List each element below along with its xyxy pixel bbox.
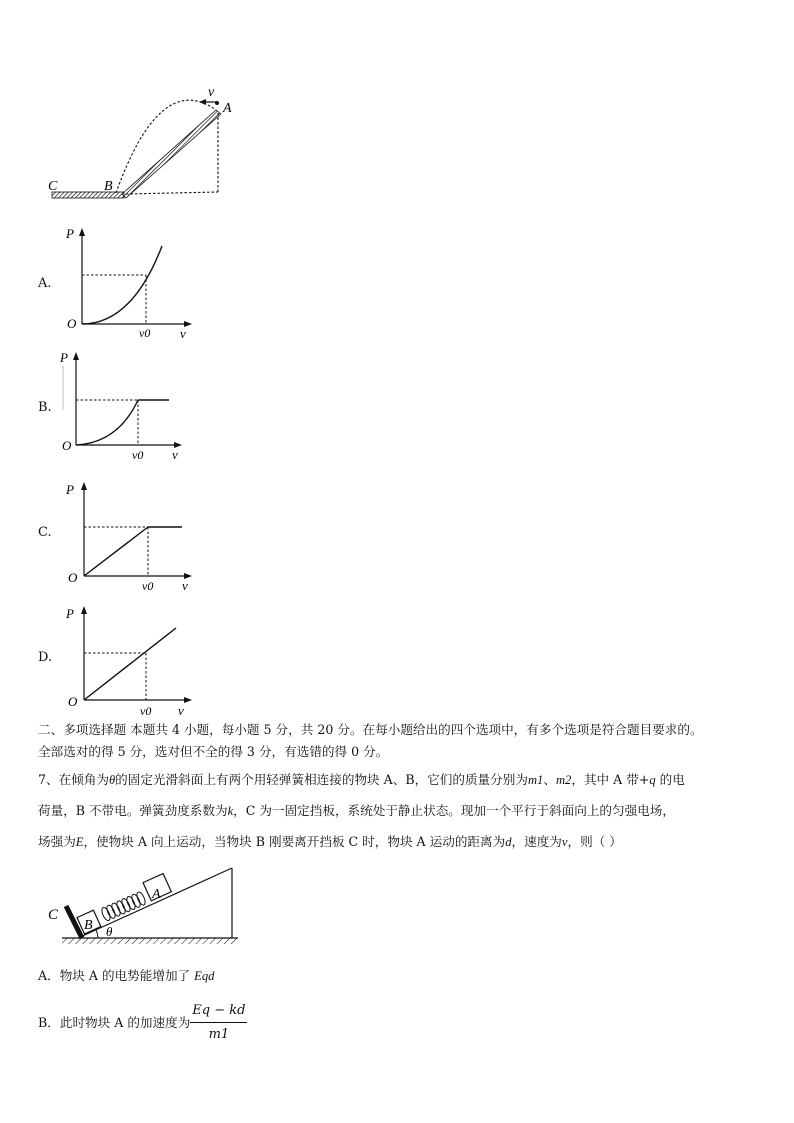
label-v: v: [208, 85, 215, 100]
q7-v: v: [561, 835, 568, 849]
q7-theta: θ: [108, 773, 116, 787]
q7-text: ，使物块 A 向上运动，当物块 B 刚要离开挡板 C 时，物块 A 运动的距离为: [83, 834, 506, 849]
q7-q: q: [649, 773, 656, 787]
q7-text: ，C 为一固定挡板，系统处于静止状态。现加一个平行于斜面向上的匀强电场，: [233, 803, 675, 818]
answer-a: [38, 965, 214, 987]
option-d-label: D.: [38, 650, 53, 665]
q7-k: k: [227, 804, 234, 818]
option-b-graph: [56, 348, 196, 464]
axis-p: P: [66, 606, 74, 621]
axis-v: v: [182, 578, 188, 593]
axis-v: v: [178, 703, 184, 718]
q7-line3: [38, 831, 622, 853]
option-d-graph: [62, 602, 202, 720]
q7-line2: [38, 800, 675, 822]
tick-v0: v0: [139, 326, 151, 340]
velocity-arrow-icon: [199, 99, 206, 105]
spring-incline-figure: [44, 862, 244, 948]
axis-v: v: [172, 447, 178, 462]
q7-line1: [38, 769, 685, 791]
tick-v0: v0: [140, 704, 152, 718]
section2-line2: 全部选对的得 5 分，选对但不全的得 3 分，有选错的得 0 分。: [38, 744, 389, 759]
theta-arc: [96, 930, 98, 938]
answer-b: [38, 1000, 247, 1045]
answer-b-fraction: [190, 1000, 247, 1045]
answer-b-text: B．此时物块 A 的加速度为: [38, 1015, 191, 1030]
axis-o: O: [62, 438, 72, 453]
y-axis-arrow-icon: [81, 482, 87, 490]
option-c-label: C.: [38, 525, 52, 540]
axis-p: P: [66, 226, 74, 241]
label-c: C: [48, 907, 59, 923]
x-axis-arrow-icon: [184, 697, 192, 703]
tick-v0: v0: [142, 579, 154, 593]
answer-a-text: A．物块 A 的电势能增加了: [38, 968, 195, 983]
trajectory-curve: [116, 100, 216, 193]
ground-bar: [52, 192, 124, 198]
q7-text: ，则（ ）: [567, 834, 622, 849]
option-a-graph: [62, 224, 202, 342]
q7-text: ，其中 A 带+: [571, 772, 650, 787]
y-axis-arrow-icon: [79, 228, 85, 236]
incline-plank: [122, 110, 221, 198]
q7-d: d: [505, 835, 512, 849]
fraction-numerator: Eq − kd: [190, 1000, 247, 1023]
fraction-denominator: m1: [208, 1027, 230, 1042]
label-c: C: [48, 179, 58, 194]
power-curve: [76, 400, 138, 445]
q7-text: ，速度为: [511, 834, 562, 849]
y-axis-arrow-icon: [81, 606, 87, 614]
axis-o: O: [68, 570, 78, 585]
label-theta: θ: [106, 924, 113, 939]
axis-p: P: [60, 350, 68, 365]
q7-e: E: [75, 835, 84, 849]
q7-m1: m1: [527, 773, 544, 787]
q7-text: 荷量，B 不带电。弹簧劲度系数为: [38, 803, 228, 818]
q7-text: 的电: [655, 772, 685, 787]
label-a: A: [152, 887, 161, 902]
option-b-label: B.: [38, 400, 52, 415]
q7-text: 场强为: [38, 834, 76, 849]
label-b: B: [84, 918, 93, 933]
label-b: B: [104, 179, 113, 194]
axis-o: O: [68, 694, 78, 709]
power-curve: [82, 246, 162, 324]
q7-text: 的固定光滑斜面上有两个用轻弹簧相连接的物块 A、B，它们的质量分别为: [115, 772, 528, 787]
q7-text: 7、在倾角为: [38, 772, 109, 787]
answer-a-expr: Eqd: [194, 969, 215, 983]
ground-hatch: [62, 938, 238, 944]
axis-p: P: [66, 482, 74, 497]
option-a-label: A.: [38, 276, 52, 291]
tick-v0: v0: [132, 448, 144, 462]
axis-o: O: [67, 316, 77, 331]
incline-trajectory-figure: [40, 80, 240, 205]
axis-v: v: [180, 326, 186, 341]
section2-line1: 二、多项选择题 本题共 4 小题，每小题 5 分，共 20 分。在每小题给出的四个选项中，有多个选项是符合题目要求的。: [38, 722, 703, 737]
q7-m2: m2: [555, 773, 572, 787]
y-axis-arrow-icon: [73, 352, 79, 360]
q7-text: 、: [543, 772, 556, 787]
option-c-graph: [62, 478, 202, 594]
label-a: A: [223, 101, 232, 116]
